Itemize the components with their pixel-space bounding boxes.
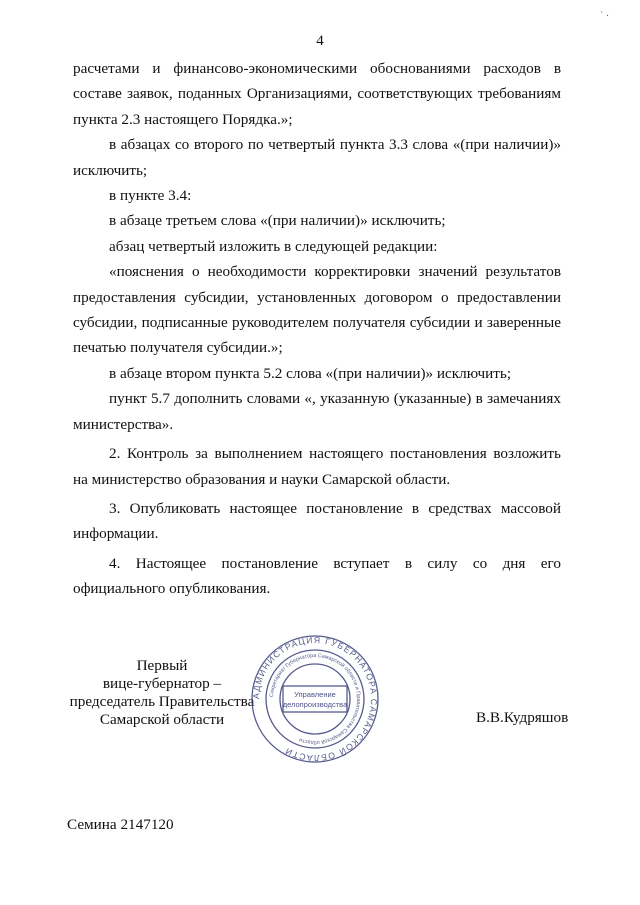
document-body <box>73 56 561 602</box>
paragraph: 2. Контроль за выполнением настоящего постановления возложить на министерство образования и науки Самарской области. <box>73 445 561 488</box>
paragraph: пункт 5.7 дополнить словами «, указанную (указанные) в замечаниях министерства». <box>73 390 561 433</box>
paragraph: 4. Настоящее постановление вступает в силу со дня его официального опубликования. <box>73 554 561 598</box>
paragraph: расчетами и финансово-экономическими обоснованиями расходов в составе заявок, поданных Организациями, соответствующих требованиям пункта 2.3 настоящего Порядка.»; <box>73 60 561 128</box>
paragraph: абзац четвертый изложить в следующей редакции: <box>109 237 438 255</box>
paragraph: в абзаце втором пункта 5.2 слова «(при наличии)» исключить; <box>109 364 512 382</box>
signatory-title-line: председатель Правительства <box>69 693 255 710</box>
stamp-outer-text: АДМИНИСТРАЦИЯ ГУБЕРНАТОРА САМАРСКОЙ ОБЛАСТИ <box>250 634 380 764</box>
paragraph: в абзацах со второго по четвертый пункта 3.3 слова «(при наличии)» исключить; <box>73 136 561 179</box>
stamp-center-line: Управление <box>294 690 336 699</box>
signatory-title-line: Самарской области <box>99 711 225 728</box>
signatory-name: В.В.Кудряшов <box>476 709 569 726</box>
page-number: 4 <box>316 33 324 49</box>
signatory-title <box>62 657 262 729</box>
signatory-title-line: вице-губернатор – <box>102 675 222 692</box>
stamp-inner-text: Секретариат Губернатора Самарской области и Правительства Самарской области <box>269 652 362 746</box>
paragraph: 3. Опубликовать настоящее постановление в средствах массовой информации. <box>73 499 561 543</box>
official-stamp <box>250 634 380 764</box>
executor-line: Семина 2147120 <box>67 816 174 833</box>
signatory-title-line: Первый <box>136 657 188 674</box>
paragraph: в пункте 3.4: <box>109 187 192 205</box>
stamp-center-line: делопроизводства <box>282 700 348 709</box>
paragraph: в абзаце третьем слова «(при наличии)» исключить; <box>109 212 446 230</box>
corner-mark: ` · <box>600 11 610 22</box>
paragraph: «пояснения о необходимости корректировки значений результатов предоставления субсидии, установленных договором о предоставлении субсидии, подписанные руководителем получателя субсидии и заверенные печатью получателя субсидии.»; <box>73 263 561 357</box>
